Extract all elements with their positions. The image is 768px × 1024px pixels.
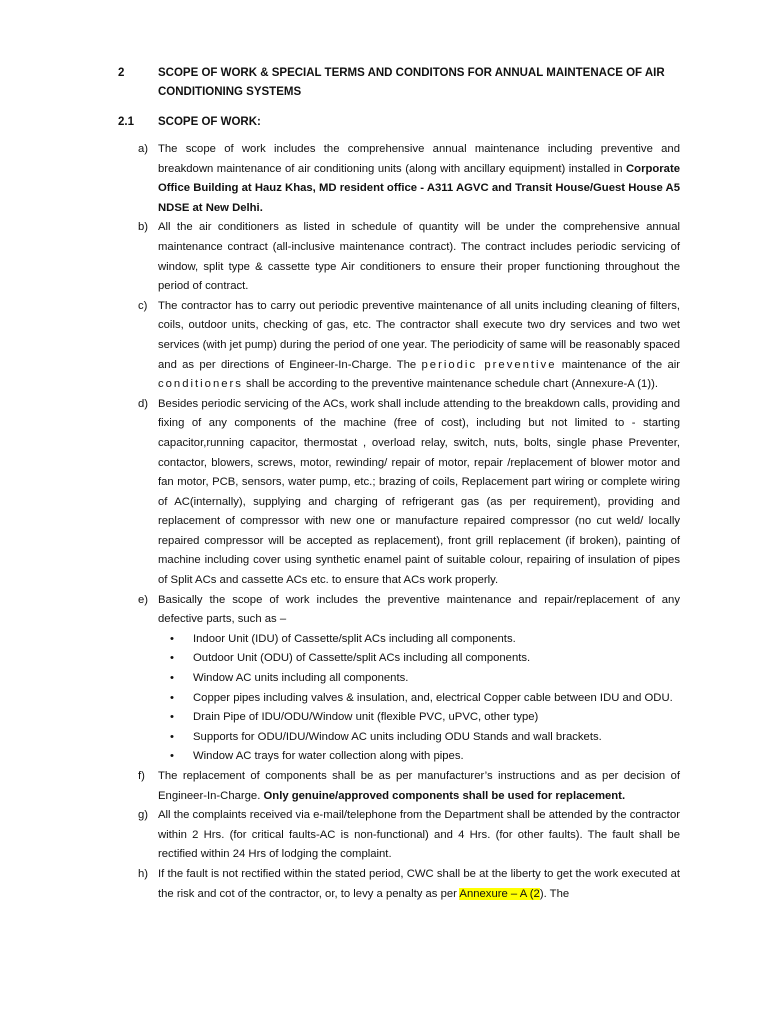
item-text: If the fault is not rectified within the stated period, CWC shall be at the liberty to get the work executed at the risk and cot of the contractor, or, to levy a penalty as per Annexure – A (2). The: [158, 867, 680, 900]
scope-list: [138, 140, 680, 904]
item-marker: c): [138, 299, 148, 312]
bullet-icon: •: [170, 672, 174, 685]
bullet-icon: •: [170, 730, 174, 743]
bullet-icon: •: [170, 750, 174, 763]
highlighted-annexure-reference: Annexure – A (2: [459, 887, 540, 900]
item-text: All the complaints received via e-mail/telephone from the Department shall be attended by the contractor within 2 Hrs. (for critical faults-AC is non-functional) and 4 Hrs. (for other faults). The fault shall be rectified within 24 Hrs of lodging the complaint.: [158, 809, 680, 861]
section-number: 2: [118, 67, 125, 79]
section-title: SCOPE OF WORK & SPECIAL TERMS AND CONDITONS FOR ANNUAL MAINTENACE OF AIR CONDITIONING SYSTEMS: [158, 67, 665, 98]
list-item-g: [138, 806, 680, 865]
item-marker: h): [138, 867, 149, 880]
item-text: The contractor has to carry out periodic preventive maintenance of all units including cleaning of filters, coils, outdoor units, checking of gas, etc. The contractor shall execute two dry services and two wet services (with jet pump) during the period of one year. The periodicity of same will be reasonably spaced and as per directions of Engineer-In-Charge. The periodic preventive maintenance of the air conditioners shall be according to the preventive maintenance schedule chart (Annexure-A (1)).: [158, 299, 681, 391]
list-item-f: [138, 767, 680, 806]
list-item-a: [138, 140, 680, 218]
subsection-number: 2.1: [118, 116, 134, 128]
item-text: The replacement of components shall be as per manufacturer’s instructions and as per decision of Engineer-In-Charge. Only genuine/approved components shall be used for replacement.: [158, 770, 680, 802]
bullet-icon: •: [170, 691, 174, 704]
item-marker: b): [138, 221, 149, 234]
item-marker: f): [138, 770, 145, 782]
list-item-c: [138, 297, 680, 395]
bullet-item: • Outdoor Unit (ODU) of Cassette/split ACs including all components.: [158, 649, 680, 669]
bullet-icon: •: [170, 632, 174, 645]
bullet-icon: •: [170, 652, 174, 665]
list-item-e: [138, 591, 680, 767]
item-text: Besides periodic servicing of the ACs, work shall include attending to the breakdown calls, providing and fixing of any components of the machine (free of cost), including but not limited to - starting capacitor,running capacitor, thermostat , overload relay, switch, nuts, bolts, single phase Preventer, contactor, blowers, screws, motor, rewinding/ repair of motor, repair /replacement of blower motor and fan motor, PCB, sensors, water pump, etc.; brazing of coils, Replacement part wiring or complete wiring of AC(internally), supplying and charging of refrigerant gas (as per requirement), providing and replacement of compressor with new one or manufacture repaired compressor (no cut weld/ locally repaired compressor will be accepted as replacement), front grill replacement (if broken), painting of machine including cover using synthetic enamel paint of suitable colour, repairing of insulation of pipes of Split ACs and cassette ACs etc. to ensure that ACs work properly.: [158, 397, 680, 587]
item-marker: g): [138, 809, 149, 822]
bold-requirement: Only genuine/approved components shall be used for replacement.: [263, 789, 626, 802]
item-marker: e): [138, 593, 149, 606]
item-marker: a): [138, 143, 149, 155]
bullet-item: • Indoor Unit (IDU) of Cassette/split ACs including all components.: [158, 630, 680, 650]
item-text: The scope of work includes the comprehensive annual maintenance including preventive and breakdown maintenance of air conditioning units (along with ancillary equipment) installed in Corporate Office Building at Hauz Khas, MD resident office - A311 AGVC and Transit House/Guest House A5 NDSE at New Delhi.: [158, 143, 680, 214]
item-text: All the air conditioners as listed in schedule of quantity will be under the comprehensive annual maintenance contract (all-inclusive maintenance contract). The contract includes periodic servicing of window, split type & cassette type Air conditioners to ensure their proper functioning throughout the period of contract.: [158, 221, 680, 293]
bold-locations: Corporate Office Building at Hauz Khas, MD resident office - A311 AGVC and Transit House/Guest House A5 NDSE at New Delhi.: [158, 162, 680, 214]
bullet-item: • Window AC trays for water collection along with pipes.: [158, 747, 680, 767]
subsection-title: SCOPE OF WORK:: [158, 116, 261, 128]
bullet-item: • Drain Pipe of IDU/ODU/Window unit (flexible PVC, uPVC, other type): [158, 708, 680, 728]
bullet-item: • Window AC units including all components.: [158, 669, 680, 689]
bullet-list: [158, 630, 680, 767]
item-marker: d): [138, 397, 149, 410]
bullet-icon: •: [170, 711, 174, 724]
bullet-item: • Copper pipes including valves & insulation, and, electrical Copper cable between IDU and ODU.: [158, 689, 680, 709]
list-item-h: [138, 865, 680, 904]
bullet-item: • Supports for ODU/IDU/Window AC units including ODU Stands and wall brackets.: [158, 728, 680, 748]
list-item-d: [138, 395, 680, 591]
item-text: Basically the scope of work includes the preventive maintenance and repair/replacement of any defective parts, such as –: [158, 593, 680, 626]
list-item-b: [138, 218, 680, 296]
